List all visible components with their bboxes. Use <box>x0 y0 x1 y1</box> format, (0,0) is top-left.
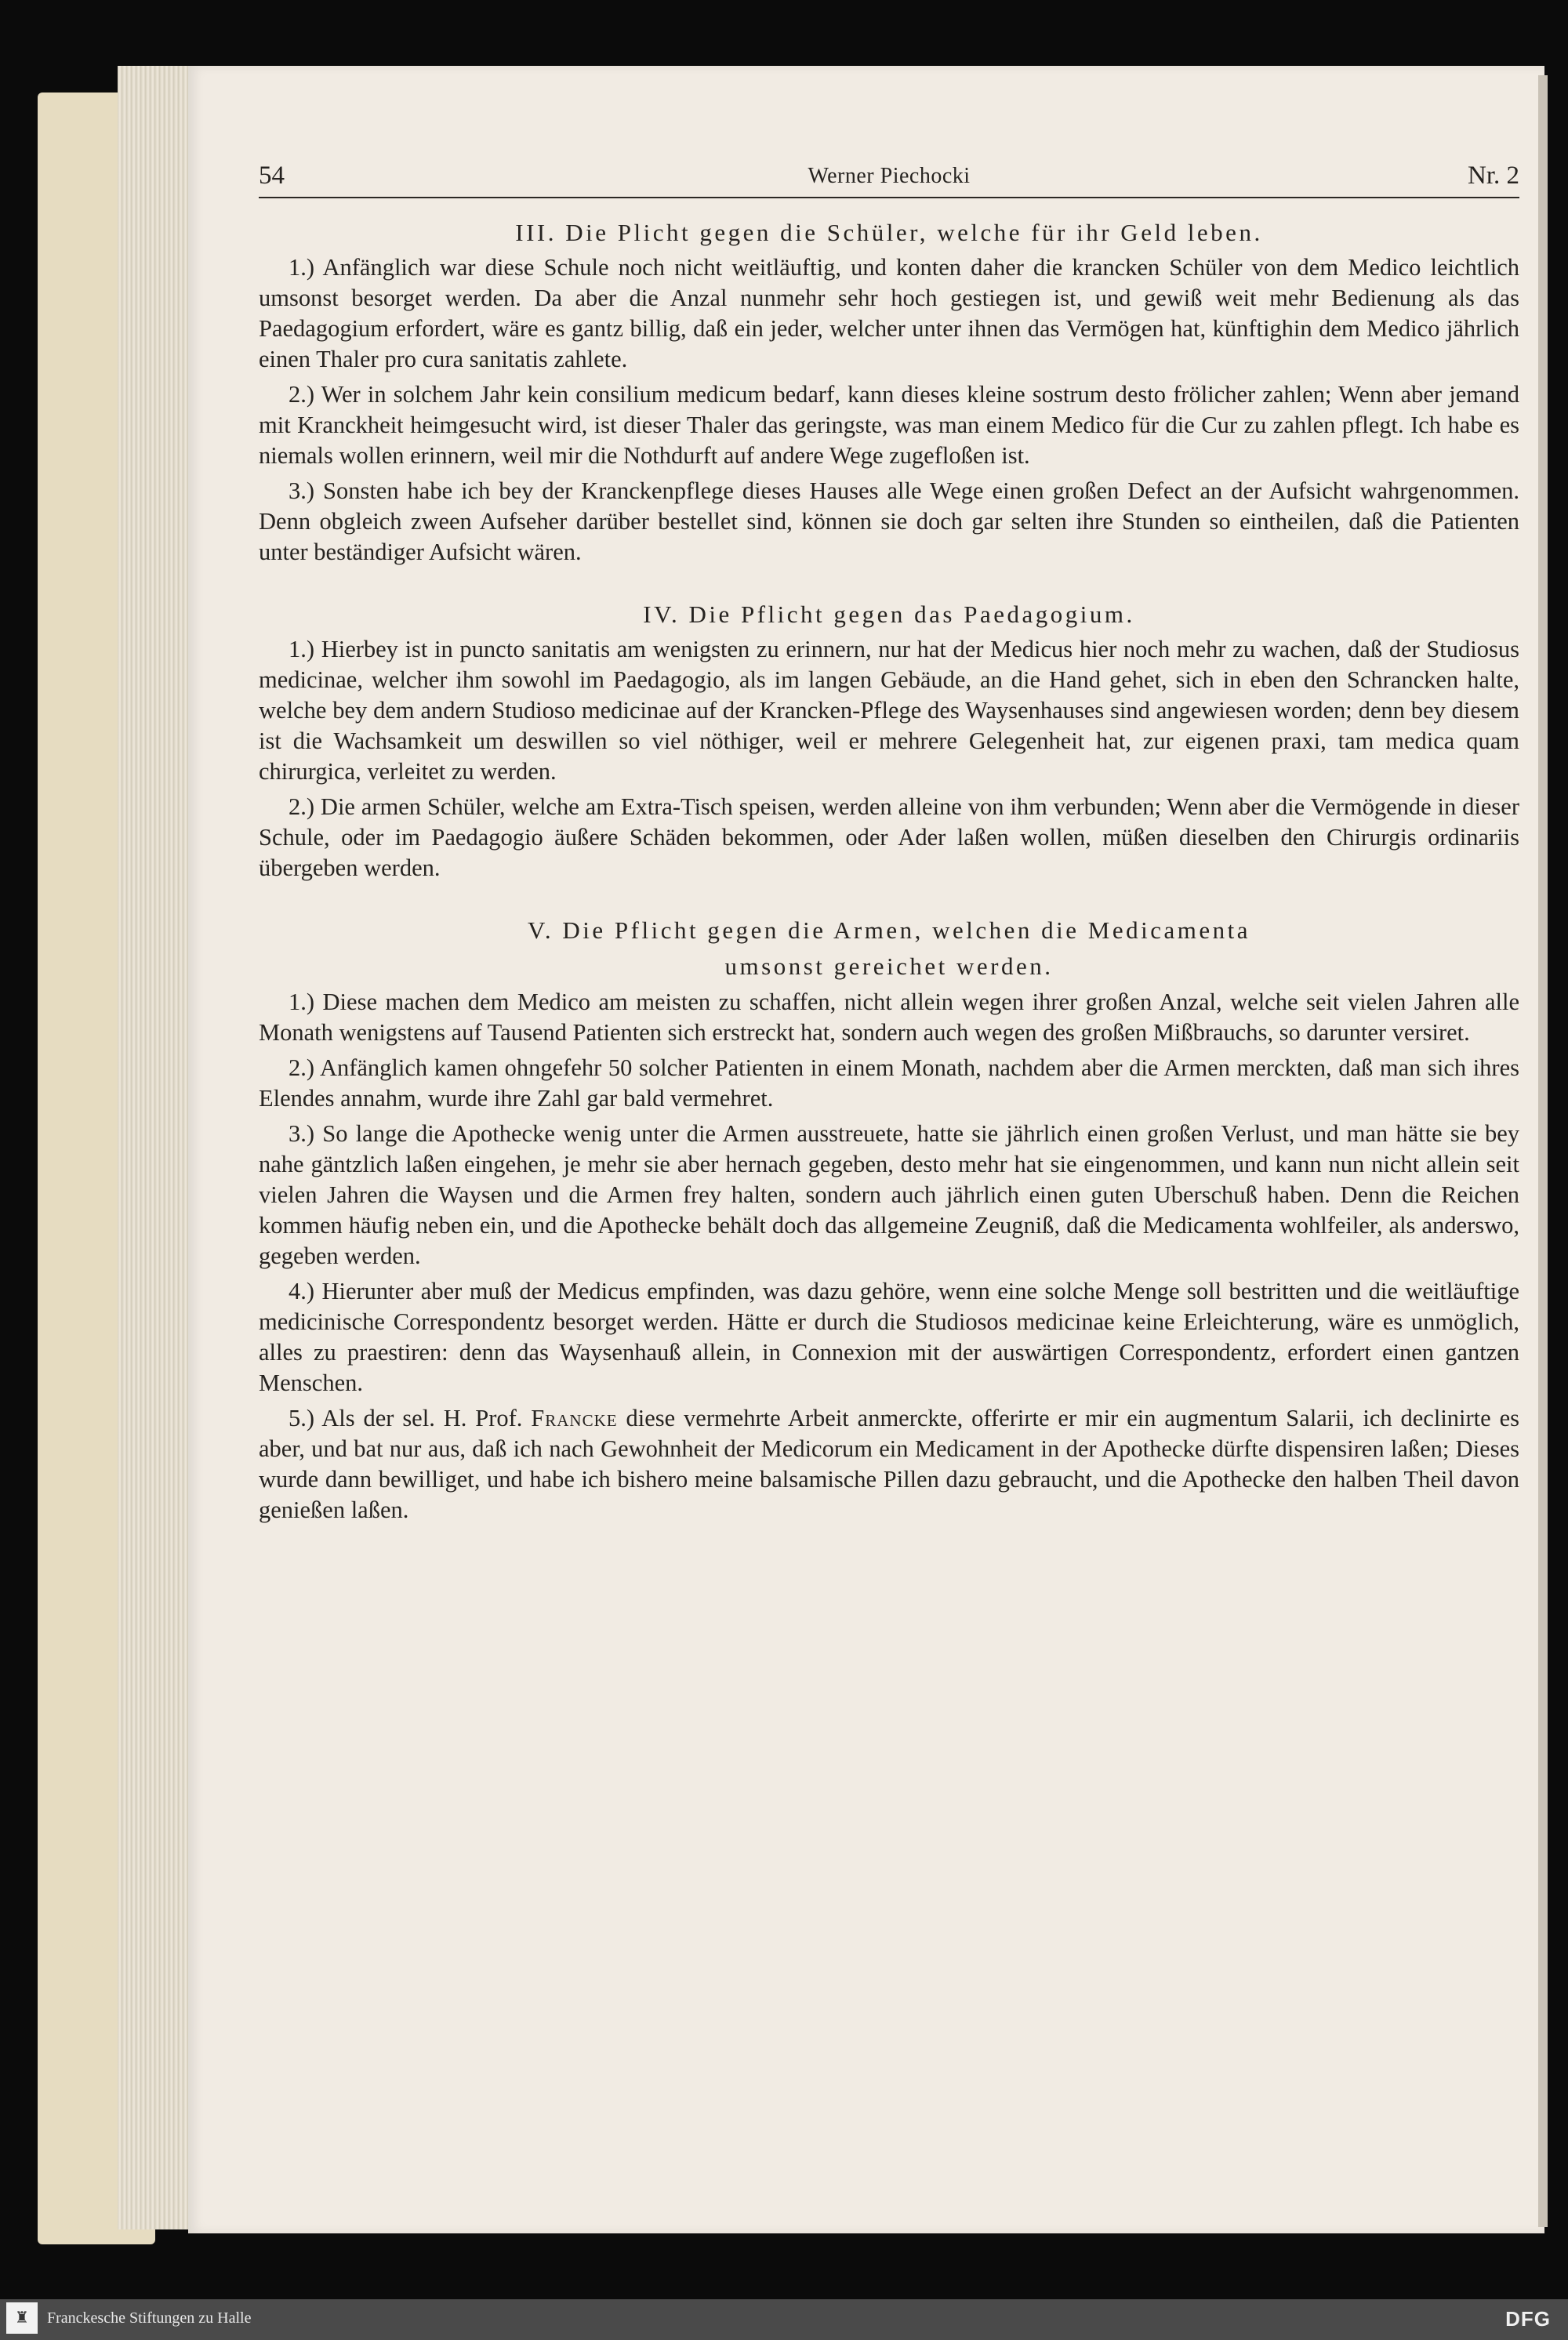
paragraph: 2.) Wer in solchem Jahr kein consilium medicum bedarf, kann dieses kleine sostrum desto frölicher zahlen; Wenn aber jemand mit Kranckheit heimgesucht wird, ist dieser Thaler das geringste, was man einem Medico für die Cur zu zahlen pflegt. Ich habe es niemals wollen erinnern, weil mir die Nothdurft auf andere Wege zugefloßen ist. <box>259 381 1519 469</box>
running-header <box>259 161 1519 198</box>
paragraph: 1.) Anfänglich war diese Schule noch nicht weitläuftig, und konten daher die krancken Schüler von dem Medico leichtlich umsonst besorget werden. Da aber die Anzal nunmehr sehr hoch gestiegen ist, und gewiß weit mehr Bedienung als das Paedagogium erfordert, wäre es gantz billig, daß ein jeder, welcher unter ihnen das Vermögen hat, künftighin dem Medico jährlich einen Thaler pro cura sanitatis zahlete. <box>259 254 1519 372</box>
paragraph-start: 5.) Als der sel. H. Prof. <box>289 1405 532 1431</box>
section-title-iv: IV. Die Pflicht gegen das Paedagogium. <box>643 600 1135 628</box>
institution-name: Franckesche Stiftungen zu Halle <box>47 2309 252 2327</box>
paragraph: 2.) Die armen Schüler, welche am Extra-Tisch speisen, werden alleine von ihm verbunden; Wenn aber die Vermögende in dieser Schule, oder im Paedagogio äußere Schäden bekommen, oder Ader laßen wollen, müßen dieselben den Chirurgis ordinariis übergeben werden. <box>259 793 1519 881</box>
footer-bar <box>0 2299 1568 2340</box>
issue-number: Nr. 2 <box>1468 161 1519 190</box>
page-number: 54 <box>259 161 285 190</box>
paragraph: 3.) Sonsten habe ich bey der Kranckenpflege dieses Hauses alle Wege einen großen Defect an der Aufsicht wahrgenommen. Denn obgleich zween Aufseher darüber bestellet sind, können sie doch gar selten ihre Stunden so eintheilen, daß die Patienten unter beständiger Aufsicht wären. <box>259 477 1519 565</box>
section-title-v-line-1: V. Die Pflicht gegen die Armen, welchen die Medicamenta <box>528 916 1250 944</box>
page-text <box>259 161 1519 1530</box>
person-name: Francke <box>531 1405 618 1431</box>
page-right-edge <box>1538 75 1548 2227</box>
section-title-iii: III. Die Plicht gegen die Schüler, welche für ihr Geld leben. <box>515 219 1263 246</box>
section-gap <box>259 888 1519 915</box>
section-gap <box>259 572 1519 599</box>
paragraph: 3.) So lange die Apothecke wenig unter die Armen ausstreuete, hatte sie jährlich einen großen Verlust, und man hätte sie bey nahe gäntzlich laßen eingehen, je mehr sie aber hernach gegeben, desto mehr hat sie eingenommen, und kann nun nicht allein seit vielen Jahren die Waysen und die Armen frey halten, sondern auch jährlich einen guten Uberschuß haben. Denn die Reichen kommen häufig neben ein, und die Apothecke behält doch das allgemeine Zeugniß, daß die Medicamenta wohlfeiler, als anderswo, gegeben werden. <box>259 1120 1519 1269</box>
institution-logo-icon: ♜ <box>6 2302 38 2334</box>
paragraph-rest: diese vermehrte Arbeit anmerckte, offerirte er mir ein augmentum Salarii, ich declinirte es aber, und bat nur aus, daß ich nach Gewohnheit der Medicorum ein Medicament in der Apothecke dürfte dispensiren laßen; Dieses wurde dann bewilliget, und habe ich bishero meine balsamische Pillen dazu gebraucht, und die Apothecke den halben Theil davon genießen laßen. <box>259 1405 1519 1523</box>
paragraph <box>259 1403 1519 1526</box>
section-title-v-line-2: umsonst gereichet werden. <box>724 952 1054 980</box>
dfg-logo: DFG <box>1505 2307 1551 2331</box>
paragraph: 1.) Diese machen dem Medico am meisten zu schaffen, nicht allein wegen ihrer großen Anzal, welche seit vielen Jahren alle Monath wenigstens auf Tausend Patienten sich erstreckt hat, sondern auch wegen des großen Mißbrauchs, so darunter versiret. <box>259 989 1519 1046</box>
paragraph: 4.) Hierunter aber muß der Medicus empfinden, was dazu gehöre, wenn eine solche Menge soll bestritten und die weitläuftige medicinische Correspondentz besorget werden. Hätte er durch die Studiosos medicinae keine Erleichterung, wäre es unmöglich, alles zu praestiren: denn das Waysenhauß allein, in Connexion mit der auswärtigen Correspondentz, erfordert einen gantzen Menschen. <box>259 1278 1519 1396</box>
paragraph: 1.) Hierbey ist in puncto sanitatis am wenigsten zu erinnern, nur hat der Medicus hier noch mehr zu wachen, daß der Studiosus medicinae, welcher ihm sowohl im Paedagogio, als im langen Gebäude, an die Hand gehet, sich in eben den Schrancken halte, welche bey dem andern Studioso medicinae auf der Krancken-Pflege des Waysenhauses sind angewiesen worden; denn bey diesem ist die Wachsamkeit um deswillen so viel nöthiger, weil er mehrere Gelegenheit hat, zur eigenen praxi, tam medica quam chirurgica, verleitet zu werden. <box>259 636 1519 785</box>
paragraph: 2.) Anfänglich kamen ohngefehr 50 solcher Patienten in einem Monath, nachdem aber die Armen merckten, daß man sich ihres Elendes annahm, wurde ihre Zahl gar bald vermehret. <box>259 1054 1519 1112</box>
running-author: Werner Piechocki <box>808 164 971 188</box>
